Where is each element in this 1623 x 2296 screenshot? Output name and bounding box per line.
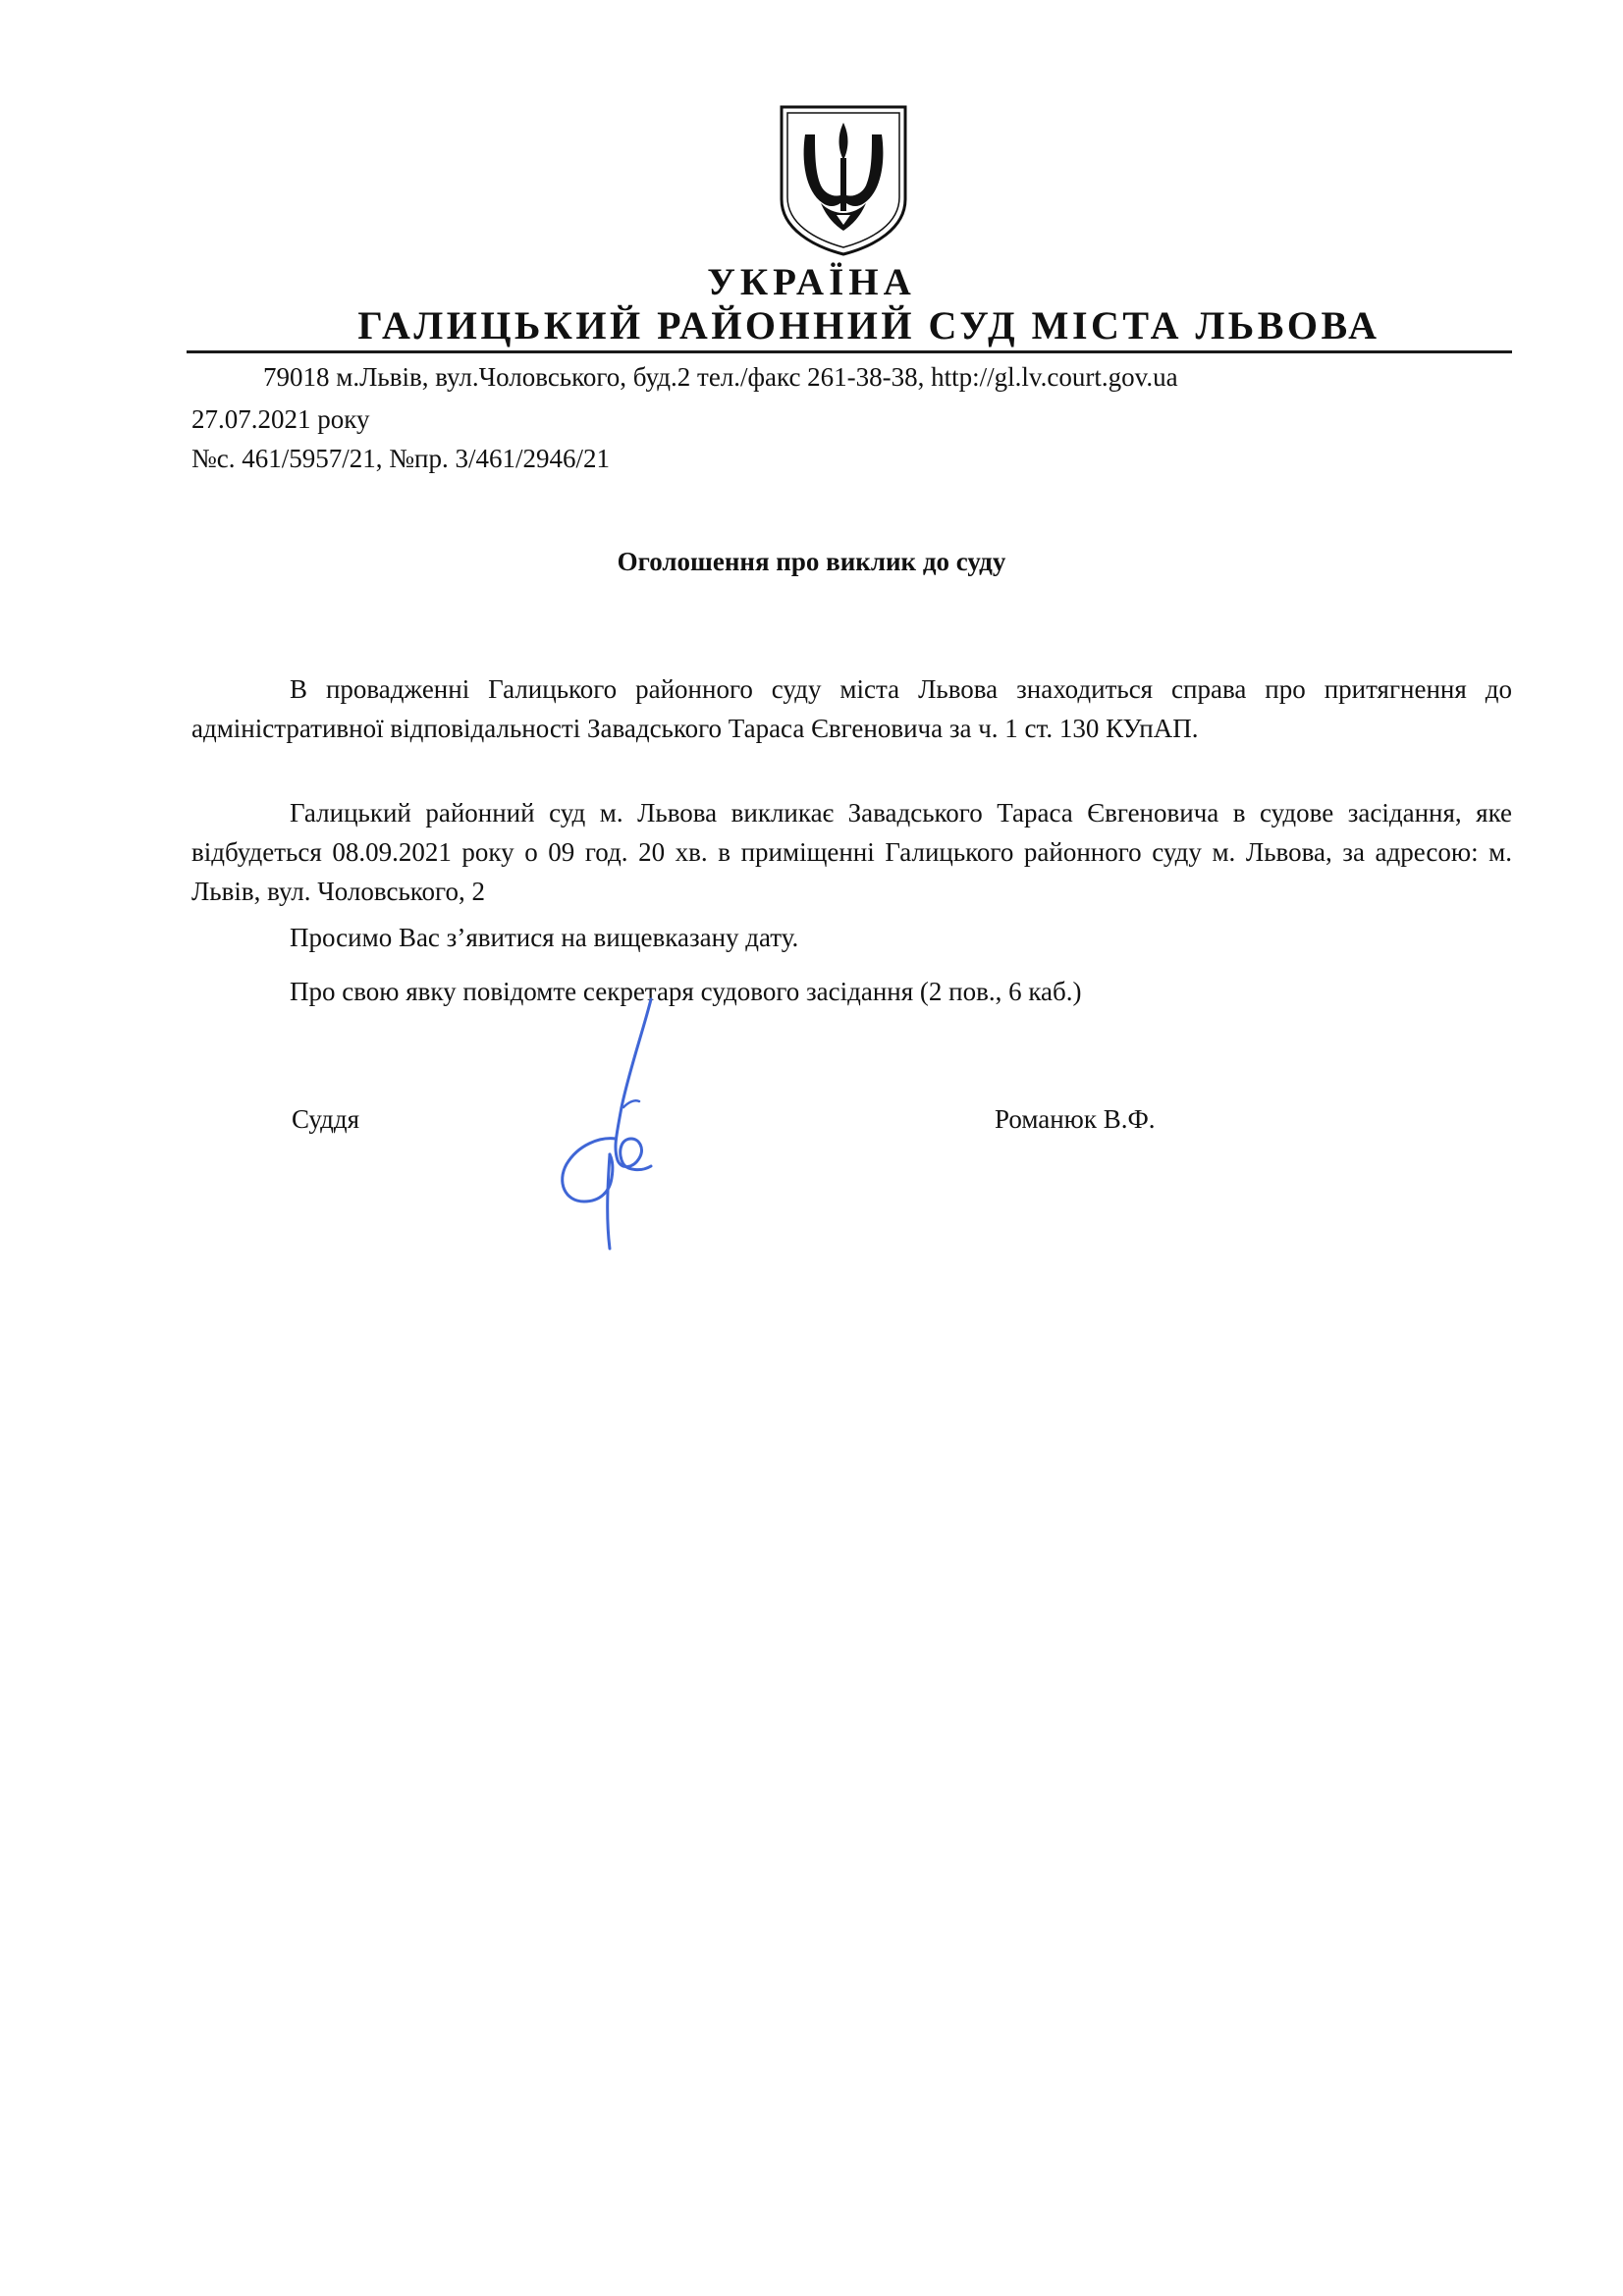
- court-name-heading: ГАЛИЦЬКИЙ РАЙОННИЙ СУД МІСТА ЛЬВОВА: [357, 303, 1380, 347]
- paragraph-summons: Галицький районний суд м. Львова викликає Завадського Тараса Євгеновича в судове засідання, яке відбудеться 08.09.2021 року о 09 год. 20 хв. в приміщенні Галицького районного суду м. Львова, за адресою: м. Львів, вул. Чоловського, 2: [191, 798, 1512, 906]
- court-address: 79018 м.Львів, вул.Чоловського, буд.2 тел./факс 261-38-38, http://gl.lv.court.gov.ua: [263, 362, 1178, 392]
- case-numbers: №с. 461/5957/21, №пр. 3/461/2946/21: [191, 444, 610, 473]
- document-title: Оголошення про виклик до суду: [617, 547, 1006, 576]
- handwritten-signature-icon: [545, 991, 682, 1256]
- judge-label: Суддя: [292, 1104, 360, 1134]
- paragraph-request: Просимо Вас з’явитися на вищевказану дату.: [290, 923, 799, 952]
- document-date: 27.07.2021 року: [191, 404, 370, 434]
- trident-coat-of-arms-icon: [776, 101, 911, 258]
- judge-name: Романюк В.Ф.: [995, 1104, 1156, 1134]
- country-heading: УКРАЇНА: [707, 261, 916, 303]
- header-divider: [187, 350, 1512, 353]
- paragraph-case-info: В провадженні Галицького районного суду міста Львова знаходиться справа про притягнення до адміністративної відповідальності Завадського Тараса Євгеновича за ч. 1 ст. 130 КУпАП.: [191, 674, 1512, 743]
- paragraph-notify: Про свою явку повідомте секретаря судового засідання (2 пов., 6 каб.): [290, 977, 1082, 1006]
